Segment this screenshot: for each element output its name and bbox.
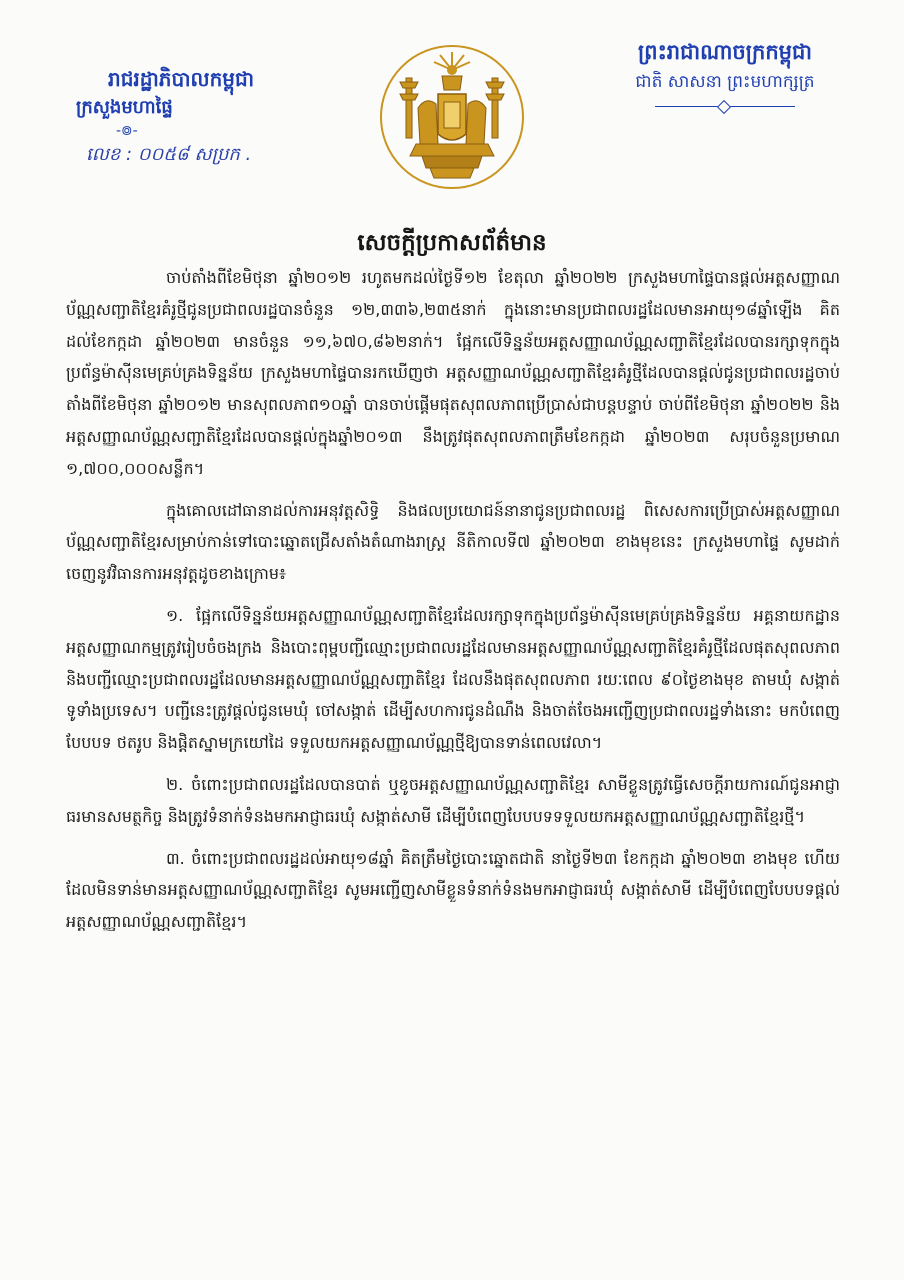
paragraph-purpose: ក្នុងគោលដៅធានាដល់ការអនុវត្តសិទ្ធិ និងផលប្រយោជន៍នានាជូនប្រជាពលរដ្ឋ ពិសេសការប្រើប្រាស់អត្តសញ្ញាណប័ណ្ណសញ្ជាតិខ្មែរសម្រាប់កាន់ទៅបោះឆ្នោតជ្រើសតាំងតំណាងរាស្ត្រ នីតិកាលទី៧ ឆ្នាំ២០២៣ ខាងមុខនេះ ក្រសួងមហាផ្ទៃ សូមដាក់ចេញនូវវិធានការអនុវត្តដូចខាងក្រោម៖ (66, 500, 840, 584)
header-ornament: -៙- (116, 123, 138, 139)
document-title: សេចក្តីប្រកាសព័ត៌មាន (357, 230, 547, 256)
motto-divider (655, 106, 795, 115)
royal-coat-of-arms-icon (378, 38, 526, 196)
ministry-header (66, 64, 296, 170)
government-name: រាជរដ្ឋាភិបាលកម្ពុជា (108, 67, 254, 91)
kingdom-header (600, 36, 850, 115)
paragraph-measure-2: ២. ចំពោះប្រជាពលរដ្ឋដែលបានបាត់ ឬខូចអត្តសញ្ញាណប័ណ្ណសញ្ជាតិខ្មែរ សាមីខ្លួនត្រូវធ្វើសេចក្តីរាយការណ៍ជូនអាជ្ញាធរមានសមត្ថកិច្ច និងត្រូវទំនាក់ទំនងមកអាជ្ញាធរឃុំ សង្កាត់សាមី ដើម្បីបំពេញបែបបទទទួលយកអត្តសញ្ញាណប័ណ្ណសញ្ជាតិខ្មែរថ្មី។ (66, 774, 840, 826)
paragraph-measure-3: ៣. ចំពោះប្រជាពលរដ្ឋដល់អាយុ១៨ឆ្នាំ គិតត្រឹមថ្ងៃបោះឆ្នោតជាតិ នាថ្ងៃទី២៣ ខែកក្កដា ឆ្នាំ២០២៣ ខាងមុខ ហើយដែលមិនទាន់មានអត្តសញ្ញាណប័ណ្ណសញ្ជាតិខ្មែរ សូមអញ្ជើញសាមីខ្លួនទំនាក់ទំនងមកអាជ្ញាធរឃុំ សង្កាត់សាមី ដើម្បីបំពេញបែបបទផ្តល់អត្តសញ្ញាណប័ណ្ណសញ្ជាតិខ្មែរ។ (66, 848, 841, 932)
kingdom-name: ព្រះរាជាណាចក្រកម្ពុជា (637, 40, 812, 64)
paragraph-measure-1: ១. ផ្អែកលើទិន្នន័យអត្តសញ្ញាណប័ណ្ណសញ្ជាតិខ្មែរដែលរក្សាទុកក្នុងប្រព័ន្ធម៉ាស៊ីនមេគ្រប់គ្រងទិន្នន័យ អគ្គនាយកដ្ឋានអត្តសញ្ញាណកម្មត្រូវរៀបចំចងក្រង និងបោះពុម្ពបញ្ជីឈ្មោះប្រជាពលរដ្ឋដែលមានអត្តសញ្ញាណប័ណ្ណសញ្ជាតិខ្មែរគំរូថ្មីដែលផុតសុពលភាព និងបញ្ជីឈ្មោះប្រជាពលរដ្ឋដែលមានអត្តសញ្ញាណប័ណ្ណសញ្ជាតិខ្មែរ ដែលនឹងផុតសុពលភាព រយៈពេល ៩០ថ្ងៃខាងមុខ តាមឃុំ សង្កាត់ ទូទាំងប្រទេស។ បញ្ជីនេះត្រូវផ្តល់ជូនមេឃុំ ចៅសង្កាត់ ដើម្បីសហការជូនដំណឹង និងចាត់ចែងអញ្ជើញប្រជាពលរដ្ឋទាំងនោះ មកបំពេញបែបបទ ថតរូប និងផ្តិតស្នាមក្រយៅដៃ ទទួលយកអត្តសញ្ញាណប័ណ្ណថ្មីឱ្យបានទាន់ពេលវេលា។ (66, 605, 840, 753)
national-motto: ជាតិ សាសនា ព្រះមហាក្សត្រ (635, 72, 815, 92)
reference-number: លេខ : ០០៥៨ សប្រក . (86, 144, 252, 165)
ministry-name: ក្រសួងមហាផ្ទៃ (76, 97, 173, 118)
paragraph-intro: ចាប់តាំងពីខែមិថុនា ឆ្នាំ២០១២ រហូតមកដល់ថ្ងៃទី១២ ខែតុលា ឆ្នាំ២០២២ ក្រសួងមហាផ្ទៃបានផ្តល់អត្តសញ្ញាណប័ណ្ណសញ្ជាតិខ្មែរគំរូថ្មីជូនប្រជាពលរដ្ឋបានចំនួន ១២,៣៣៦,២៣៥នាក់ ក្នុងនោះមានប្រជាពលរដ្ឋដែលមានអាយុ១៨ឆ្នាំឡើង គិតដល់ខែកក្កដា ឆ្នាំ២០២៣ មានចំនួន ១១,៦៧០,៨៦២នាក់។ ផ្អែកលើទិន្នន័យអត្តសញ្ញាណប័ណ្ណសញ្ជាតិខ្មែរដែលបានរក្សាទុកក្នុងប្រព័ន្ធម៉ាស៊ីនមេគ្រប់គ្រងទិន្នន័យ ក្រសួងមហាផ្ទៃបានរកឃើញថា អត្តសញ្ញាណប័ណ្ណសញ្ជាតិខ្មែរគំរូថ្មីដែលបានផ្តល់ជូនប្រជាពលរដ្ឋចាប់តាំងពីខែមិថុនា ឆ្នាំ២០១២ មានសុពលភាព១០ឆ្នាំ បានចាប់ផ្តើមផុតសុពលភាពប្រើប្រាស់ជាបន្តបន្ទាប់ ចាប់ពីខែមិថុនា ឆ្នាំ២០២២ និងអត្តសញ្ញាណប័ណ្ណសញ្ជាតិខ្មែរដែលបានផ្តល់ក្នុងឆ្នាំ២០១៣ នឹងត្រូវផុតសុពលភាពត្រឹមខែកក្កដា ឆ្នាំ២០២៣ សរុបចំនួនប្រមាណ ១,៧០០,០០០សន្លឹក។ (66, 268, 840, 478)
document-body (66, 262, 840, 948)
